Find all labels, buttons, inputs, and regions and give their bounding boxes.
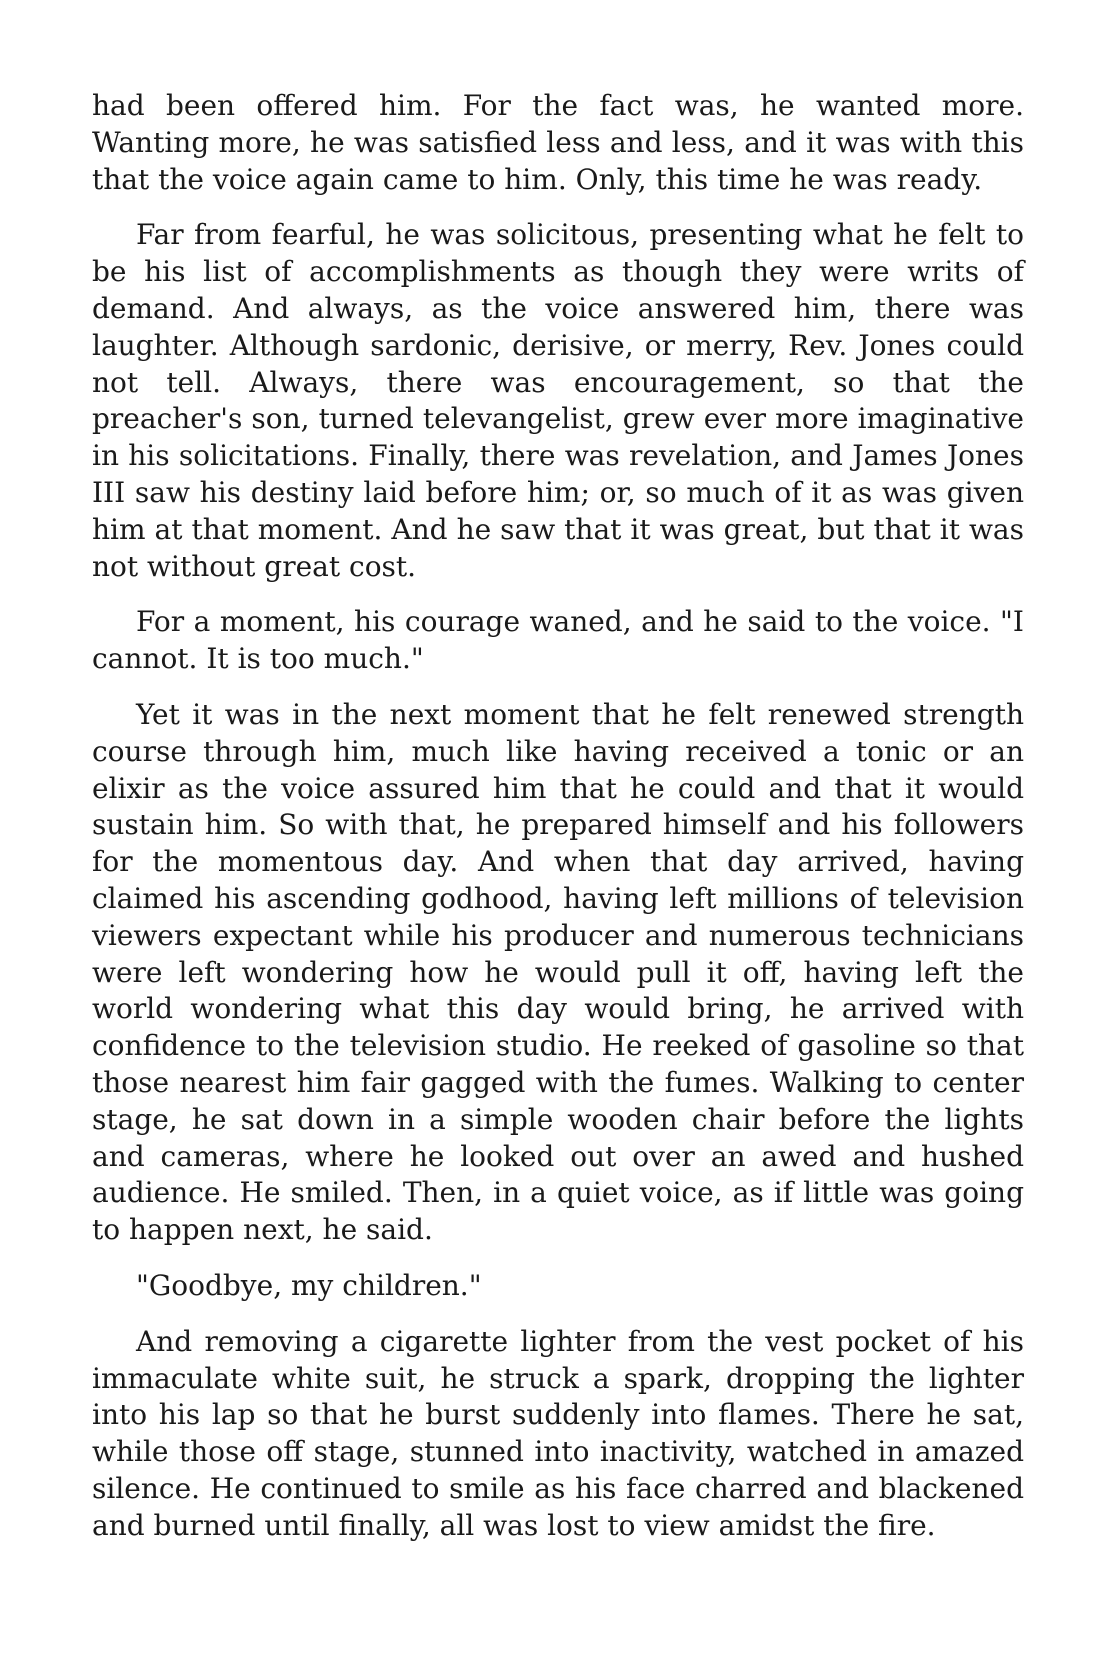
paragraph-solicitous: Far from fearful, he was solicitous, presenting what he felt to be his list of accomplishments as though they were writs of demand. And always, as the voice answered him, there was laughter. Although sardonic, derisive, or merry, Rev. Jones could not tell. Always, there was encouragement, so that the preacher's son, turned televangelist, grew ever more imaginative in his solicitations. Finally, there was revelation, and James Jones III saw his destiny laid before him; or, so much of it as was given him at that moment. And he saw that it was great, but that it was not without great cost. [92,218,1024,583]
page-body [92,88,1024,1563]
paragraph-renewed-strength: Yet it was in the next moment that he felt renewed strength course through him, much like having received a tonic or an elixir as the voice assured him that he could and that it would sustain him. So with that, he prepared himself and his followers for the momentous day. And when that day arrived, having claimed his ascending godhood, having left millions of television viewers expectant while his producer and numerous technicians were left wondering how he would pull it off, having left the world wondering what this day would bring, he arrived with confidence to the television studio. He reeked of gasoline so that those nearest him fair gagged with the fumes. Walking to center stage, he sat down in a simple wooden chair before the lights and cameras, where he looked out over an awed and hushed audience. He smiled. Then, in a quiet voice, as if little was going to happen next, he said. [92,697,1024,1247]
paragraph-flames: And removing a cigarette lighter from the vest pocket of his immaculate white suit, he struck a spark, dropping the lighter into his lap so that he burst suddenly into flames. There he sat, while those off stage, stunned into inactivity, watched in amazed silence. He continued to smile as his face charred and blackened and burned until finally, all was lost to view amidst the fire. [92,1324,1024,1542]
paragraph-courage-waned: For a moment, his courage waned, and he said to the voice. "I cannot. It is too much." [92,605,1024,676]
paragraph-continuation: had been offered him. For the fact was, he wanted more. Wanting more, he was satisfied less and less, and it was with this that the voice again came to him. Only, this time he was ready. [92,89,1024,196]
paragraph-goodbye: "Goodbye, my children." [136,1268,482,1302]
